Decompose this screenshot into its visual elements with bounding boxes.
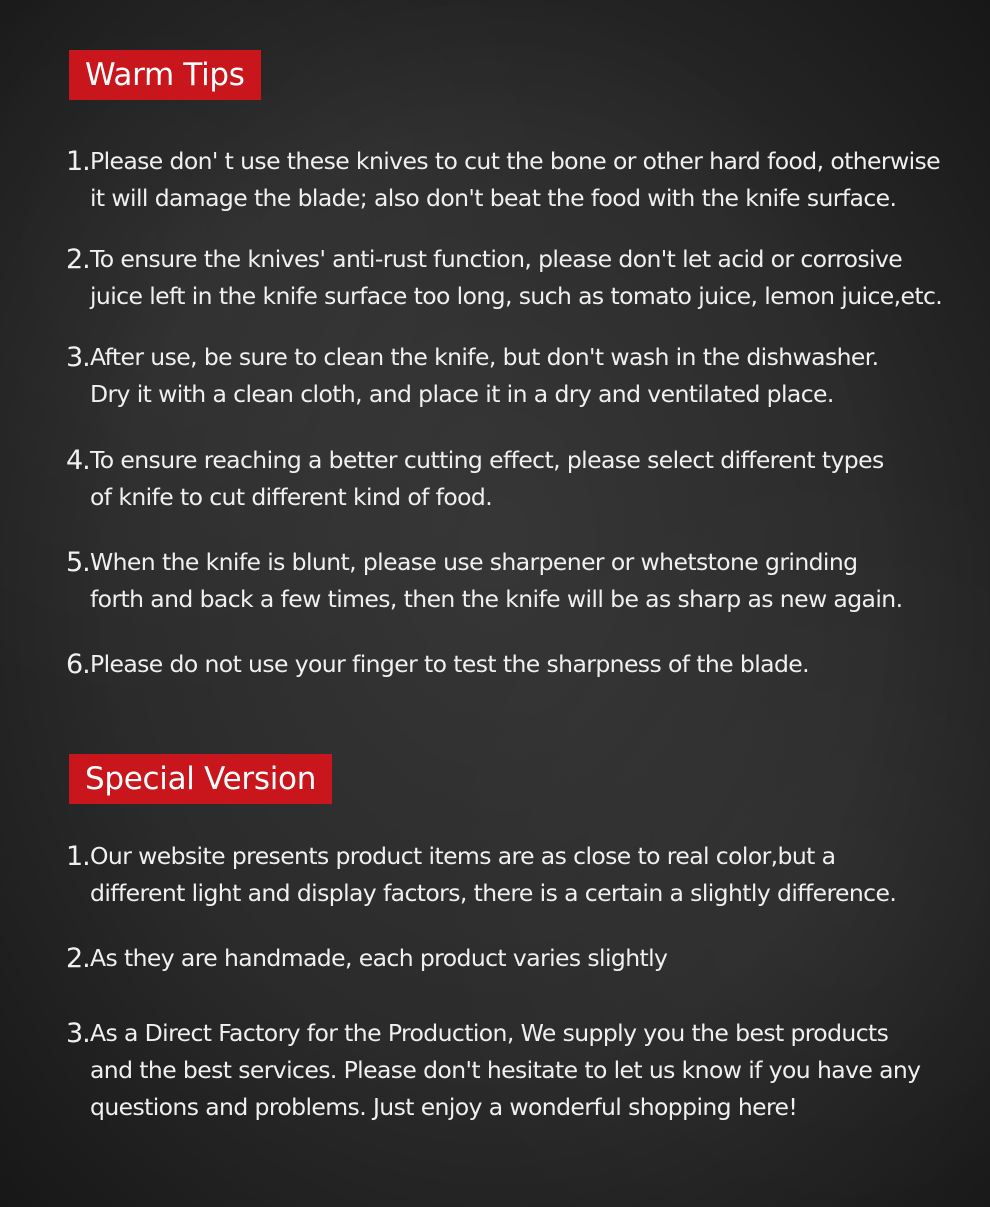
warm-tip-item: [66, 544, 926, 618]
item-text-line: Dry it with a clean cloth, and place it in a dry and ventilated place.: [90, 380, 834, 408]
item-text-line: Our website presents product items are as close to real color,but a: [90, 842, 836, 870]
item-text-line: As they are handmade, each product varies slightly: [90, 944, 668, 972]
warm-tip-item: [66, 646, 926, 683]
warm-tip-item: [66, 339, 926, 413]
special-version-item: [66, 940, 926, 977]
item-text-line: After use, be sure to clean the knife, but don't wash in the dishwasher.: [90, 343, 879, 371]
special-version-item: [66, 1015, 926, 1126]
warm-tip-item: [66, 143, 941, 217]
item-text-line: juice left in the knife surface too long, such as tomato juice, lemon juice,etc.: [90, 282, 943, 310]
warm-tips-heading: Warm Tips: [69, 50, 261, 100]
item-number: 5.: [66, 547, 90, 578]
item-text-line: When the knife is blunt, please use sharpener or whetstone grinding: [90, 548, 858, 576]
item-text-line: To ensure the knives' anti-rust function, please don't let acid or corrosive: [90, 245, 903, 273]
warm-tip-item: [66, 241, 943, 315]
item-number: 1.: [66, 146, 90, 177]
special-version-item: [66, 838, 926, 912]
item-text-line: forth and back a few times, then the knife will be as sharp as new again.: [90, 585, 903, 613]
item-number: 3.: [66, 1018, 90, 1049]
item-text-line: To ensure reaching a better cutting effect, please select different types: [90, 446, 884, 474]
item-number: 1.: [66, 841, 90, 872]
warm-tip-item: [66, 442, 926, 516]
special-version-heading: Special Version: [69, 754, 332, 804]
item-number: 4.: [66, 445, 90, 476]
item-number: 2.: [66, 244, 90, 275]
item-number: 2.: [66, 943, 90, 974]
item-text-line: As a Direct Factory for the Production, We supply you the best products: [90, 1019, 889, 1047]
item-text-line: and the best services. Please don't hesitate to let us know if you have any: [90, 1056, 921, 1084]
item-text-line: questions and problems. Just enjoy a wonderful shopping here!: [90, 1093, 798, 1121]
item-number: 3.: [66, 342, 90, 373]
item-text-line: Please don' t use these knives to cut the bone or other hard food, otherwise: [90, 147, 941, 175]
item-number: 6.: [66, 649, 90, 680]
item-text-line: it will damage the blade; also don't beat the food with the knife surface.: [90, 184, 897, 212]
item-text-line: different light and display factors, there is a certain a slightly difference.: [90, 879, 897, 907]
item-text-line: Please do not use your finger to test the sharpness of the blade.: [90, 650, 810, 678]
item-text-line: of knife to cut different kind of food.: [90, 483, 493, 511]
